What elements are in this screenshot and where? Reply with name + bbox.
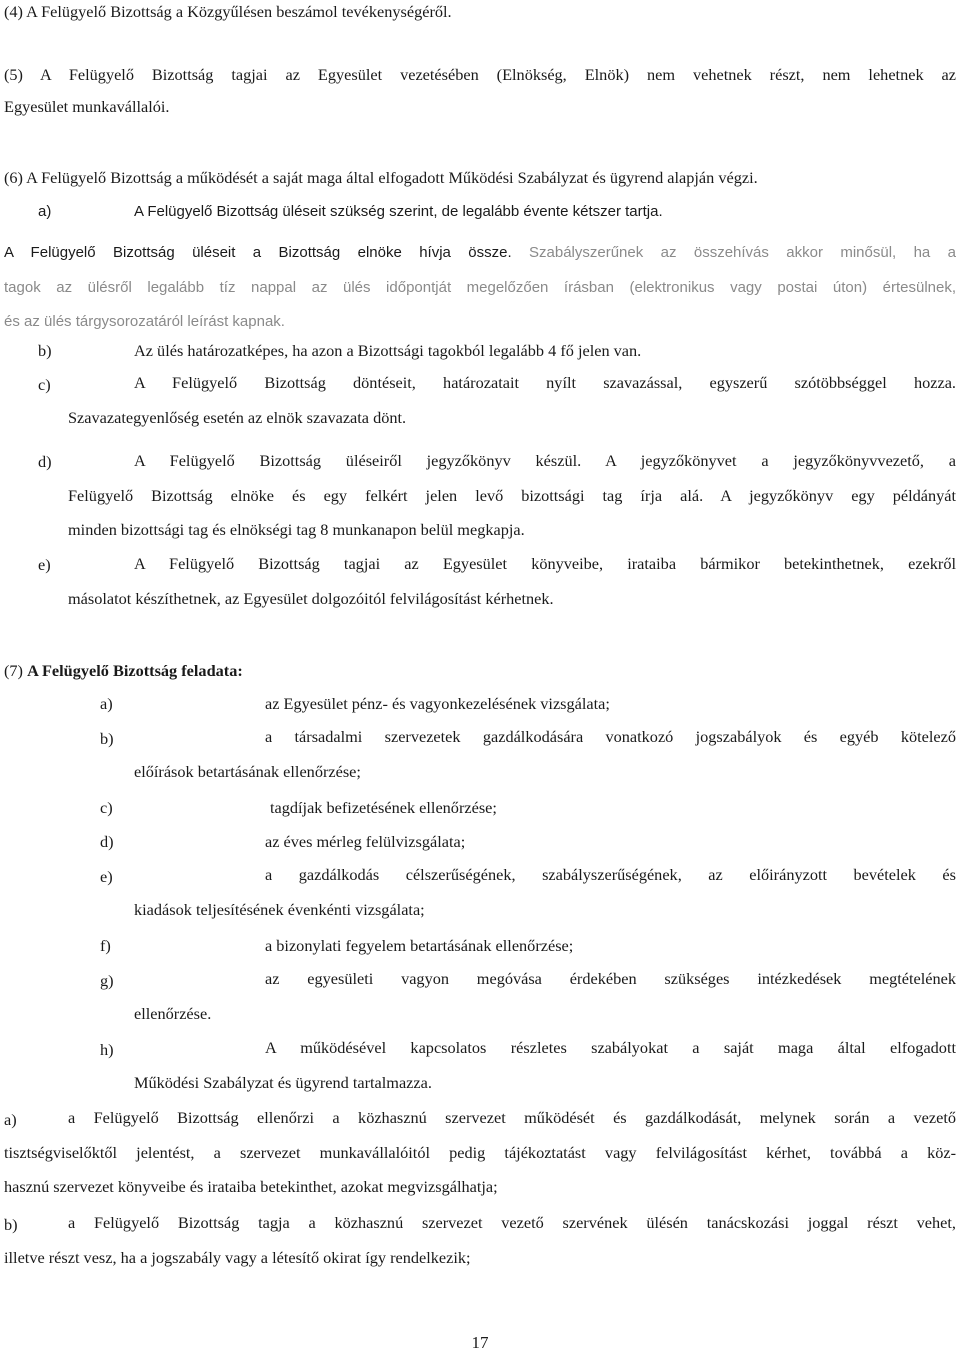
p6-item-a-text: A Felügyelő Bizottság üléseit szükség szerint, de legalább évente kétszer tartja.: [134, 203, 663, 220]
p7-item-b-label: b): [100, 729, 114, 748]
p7-item-e-line-2: kiadások teljesítésének évenkénti vizsgálata;: [134, 899, 425, 919]
p7-item-b: [134, 720, 956, 789]
p7-item-g: [134, 962, 956, 1031]
p7-item-g-line-1: az egyesületi vagyon megóvása érdekében szükséges intézkedések megtételének: [265, 969, 956, 988]
p6-item-e-line-1: A Felügyelő Bizottság tagjai az Egyesület könyveibe, irataiba bármikor betekinthetnek, ezekről: [134, 554, 956, 573]
p6-item-e-label: e): [38, 555, 51, 574]
final-a-line-2: tisztségviselőktől jelentést, a szervezet munkavállalóitól pedig tájékoztatást vagy felvilágosítást kérhet, továbbá a köz-: [4, 1142, 956, 1162]
p6-item-c-line-1: A Felügyelő Bizottság döntéseit, határozatait nyílt szavazással, egyszerű szótöbbséggel hozza.: [134, 373, 956, 392]
final-a-line-1: a Felügyelő Bizottság ellenőrzi a közhasznú szervezet működését és gazdálkodását, melynek során a vezető: [68, 1108, 956, 1127]
p7-item-e-line-1: a gazdálkodás célszerűségének, szabályszerűségének, az előirányzott bevételek és: [265, 865, 956, 884]
p7-item-h: [134, 1031, 956, 1100]
section-7-prefix: (7): [4, 661, 23, 680]
p6-item-d: [68, 444, 956, 548]
p7-item-e-label: e): [100, 867, 113, 886]
p7-item-c-text: tagdíjak befizetésének ellenőrzése;: [270, 798, 497, 817]
final-b-line-1: a Felügyelő Bizottság tagja a közhasznú szervezet vezető szervének ülésén tanácskozási joggal részt vehet,: [68, 1213, 956, 1232]
p6-item-c: [68, 366, 956, 435]
p7-item-g-line-2: ellenőrzése.: [134, 1003, 212, 1023]
p6-item-d-label: d): [38, 452, 52, 471]
p7-item-d-label: d): [100, 832, 114, 851]
paragraph-5-line-1: (5) A Felügyelő Bizottság tagjai az Egyesület vezetésében (Elnökség, Elnök) nem vehetnek részt, nem lehetnek az: [4, 65, 956, 84]
p7-item-f-label: f): [100, 936, 111, 955]
p7-item-d-text: az éves mérleg felülvizsgálata;: [265, 832, 466, 851]
paragraph-5-line-2: Egyesület munkavállalói.: [4, 97, 170, 116]
paragraph-5: [4, 59, 956, 123]
final-b: [4, 1206, 956, 1275]
convene-line-1: [4, 236, 956, 271]
paragraph-4: (4) A Felügyelő Bizottság a Közgyűlésen beszámol tevékenységéről.: [4, 2, 452, 21]
convene-paragraph: [4, 236, 956, 340]
p6-item-e: [68, 547, 956, 616]
p6-item-e-line-2: másolatot készíthetnek, az Egyesület dolgozóitól felvilágosítást kérhetnek.: [68, 588, 554, 608]
p7-item-c-label: c): [100, 798, 113, 817]
paragraph-6: (6) A Felügyelő Bizottság a működését a saját maga által elfogadott Működési Szabályzat és ügyrend alapján végzi.: [4, 168, 758, 187]
p7-item-a-label: a): [100, 694, 113, 713]
p7-item-e: [134, 858, 956, 927]
final-a: [4, 1101, 956, 1205]
p6-item-c-line-2: Szavazategyenlőség esetén az elnök szavazata dönt.: [68, 407, 407, 427]
convene-gray-text-1: Szabályszerűnek az összehívás akkor minősül, ha a: [529, 244, 956, 261]
p6-item-b-label: b): [38, 341, 52, 360]
p7-item-b-line-1: a társadalmi szervezetek gazdálkodására vonatkozó jogszabályok és egyéb kötelező: [265, 727, 956, 746]
convene-line-3: és az ülés tárgysorozatáról leírást kapnak.: [4, 313, 285, 331]
convene-line-2: tagok az ülésről legalább tíz nappal az ülés időpontját megelőzően írásban (elektronikus vagy postai úton) értesülnek,: [4, 278, 956, 296]
final-a-line-3: hasznú szervezet könyveibe és irataiba betekinthet, azokat megvizsgálhatja;: [4, 1177, 498, 1197]
section-7-title: A Felügyelő Bizottság feladata:: [27, 661, 243, 680]
p7-item-h-line-2: Működési Szabályzat és ügyrend tartalmazza.: [134, 1072, 432, 1092]
p7-item-g-label: g): [100, 971, 114, 990]
p6-item-c-label: c): [38, 375, 51, 394]
p6-item-a-label: a): [38, 203, 52, 220]
section-7-heading: [4, 661, 243, 681]
convene-black-text: A Felügyelő Bizottság üléseit a Bizottság elnöke hívja össze.: [4, 244, 512, 261]
final-b-line-2: illetve részt vesz, ha a jogszabály vagy a létesítő okirat így rendelkezik;: [4, 1247, 471, 1267]
final-a-label: a): [4, 1110, 17, 1129]
p6-item-b-text: Az ülés határozatképes, ha azon a Bizottsági tagokból legalább 4 fő jelen van.: [134, 341, 642, 360]
p7-item-f-text: a bizonylati fegyelem betartásának ellenőrzése;: [265, 936, 574, 955]
p7-item-b-line-2: előírások betartásának ellenőrzése;: [134, 761, 361, 781]
p7-item-h-line-1: A működésével kapcsolatos részletes szabályokat a saját maga által elfogadott: [265, 1038, 956, 1057]
p7-item-h-label: h): [100, 1040, 114, 1059]
p7-item-a-text: az Egyesület pénz- és vagyonkezelésének vizsgálata;: [265, 694, 610, 713]
page-number: 17: [471, 1333, 489, 1352]
p6-item-d-line-2: Felügyelő Bizottság elnöke és egy felkért jelen levő bizottsági tag írja alá. A jegyzőkönyv egy példányát: [68, 485, 956, 505]
p6-item-d-line-1: A Felügyelő Bizottság üléseiről jegyzőkönyv készül. A jegyzőkönyvet a jegyzőkönyvvezető, a: [134, 451, 956, 470]
p6-item-d-line-3: minden bizottsági tag és elnökségi tag 8 munkanapon belül megkapja.: [68, 520, 525, 540]
final-b-label: b): [4, 1215, 18, 1234]
